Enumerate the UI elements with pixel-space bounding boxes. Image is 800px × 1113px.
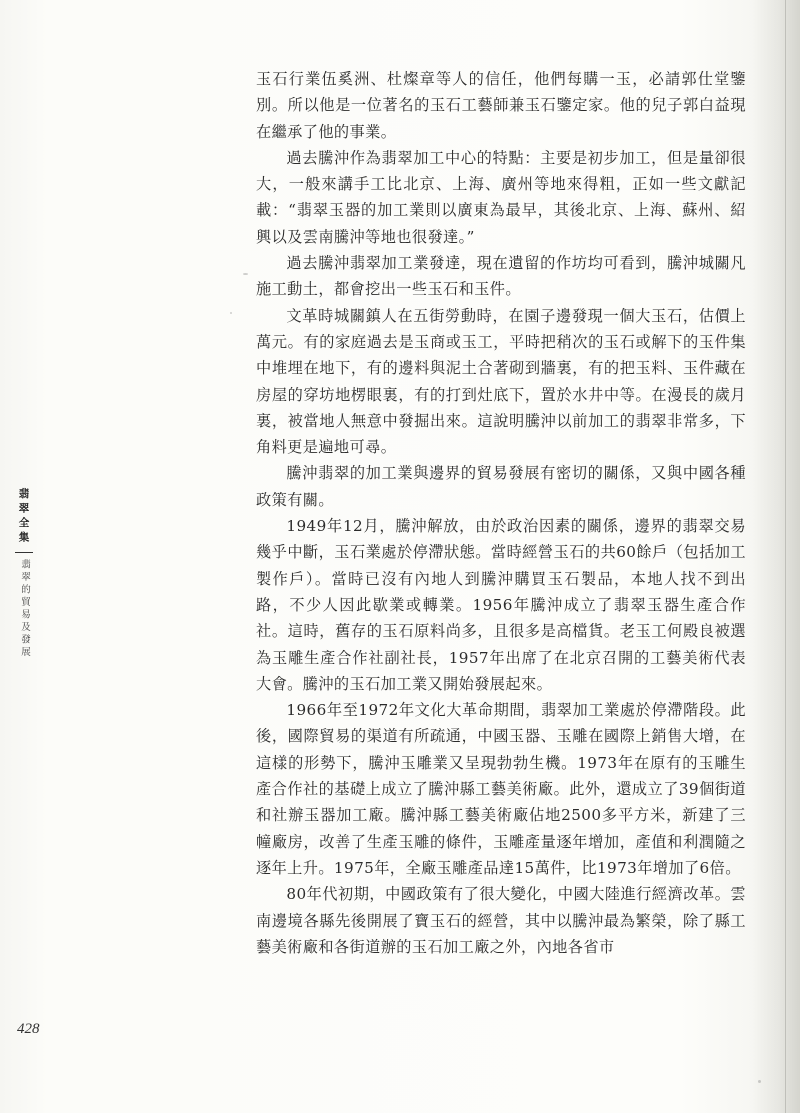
book-title: 翡翠全集	[17, 488, 30, 546]
side-tab-divider	[15, 552, 33, 553]
paragraph: 1966年至1972年文化大革命期間，翡翠加工業處於停滯階段。此後，國際貿易的渠道有所疏通，中國玉器、玉雕在國際上銷售大增，在這樣的形勢下，騰沖玉雕業又呈現勃勃生機。1973年在原有的玉雕生產合作社的基礎上成立了騰沖縣工藝美術廠。此外，還成立了39個街道和社辦玉器加工廠。騰沖縣工藝美術廠佔地2500多平方米，新建了三幢廠房，改善了生產玉雕的條件，玉雕產量逐年增加，產值和利潤隨之逐年上升。1975年，全廠玉雕產品達15萬件，比1973年增加了6倍。	[256, 701, 746, 877]
chapter-side-tab	[14, 488, 34, 659]
paragraph: 騰沖翡翠的加工業與邊界的貿易發展有密切的關係，又與中國各種政策有關。	[256, 464, 746, 509]
paragraph: 80年代初期，中國政策有了很大變化，中國大陸進行經濟改革。雲南邊境各縣先後開展了寶玉石的經營，其中以騰沖最為繁榮，除了縣工藝美術廠和各街道辦的玉石加工廠之外，內地各省市	[256, 885, 746, 956]
body-text	[256, 66, 746, 960]
paragraph: 過去騰沖翡翠加工業發達，現在遺留的作坊均可看到，騰沖城關凡施工動土，都會挖出一些玉石和玉件。	[256, 254, 746, 299]
binding-shadow	[752, 0, 800, 1113]
paragraph: 玉石行業伍奚洲、杜燦章等人的信任，他們每購一玉，必請郭仕堂鑒別。所以他是一位著名的玉石工藝師兼玉石鑒定家。他的兒子郭白益現在繼承了他的事業。	[256, 70, 746, 141]
binding-crease	[785, 0, 786, 1113]
paragraph: 1949年12月，騰沖解放，由於政治因素的關係，邊界的翡翠交易幾乎中斷，玉石業處於停滯狀態。當時經營玉石的共60餘戶（包括加工製作戶）。當時已沒有內地人到騰沖購買玉石製品，本地人找不到出路，不少人因此歇業或轉業。1956年騰沖成立了翡翠玉器生產合作社。這時，舊存的玉石原料尚多，且很多是高檔貨。老玉工何殿良被選為玉雕生產合作社副社長，1957年出席了在北京召開的工藝美術代表大會。騰沖的玉石加工業又開始發展起來。	[256, 517, 746, 693]
page-number: 428	[17, 1021, 40, 1037]
paragraph: 過去騰沖作為翡翠加工中心的特點：主要是初步加工，但是量卻很大，一般來講手工比北京、上海、廣州等地來得粗，正如一些文獻記載：“翡翠玉器的加工業則以廣東為最早，其後北京、上海、蘇州、紹興以及雲南騰沖等地也很發達。”	[256, 148, 746, 246]
paragraph: 文革時城關鎮人在五街勞動時，在園子邊發現一個大玉石，估價上萬元。有的家庭過去是玉商或玉工，平時把稍次的玉石或解下的玉件集中堆埋在地下，有的邊料與泥土合著砌到牆裏，有的把玉料、玉件藏在房屋的穿坊地楞眼裏，有的打到灶底下，置於水井中等。在漫長的歲月裏，被當地人無意中發掘出來。這說明騰沖以前加工的翡翠非常多，下角料更是遍地可尋。	[256, 306, 746, 457]
scan-speck	[758, 1080, 761, 1083]
scan-speck	[230, 312, 232, 314]
scan-speck	[243, 273, 248, 275]
chapter-title: 翡翠的貿易及發展	[19, 559, 30, 659]
